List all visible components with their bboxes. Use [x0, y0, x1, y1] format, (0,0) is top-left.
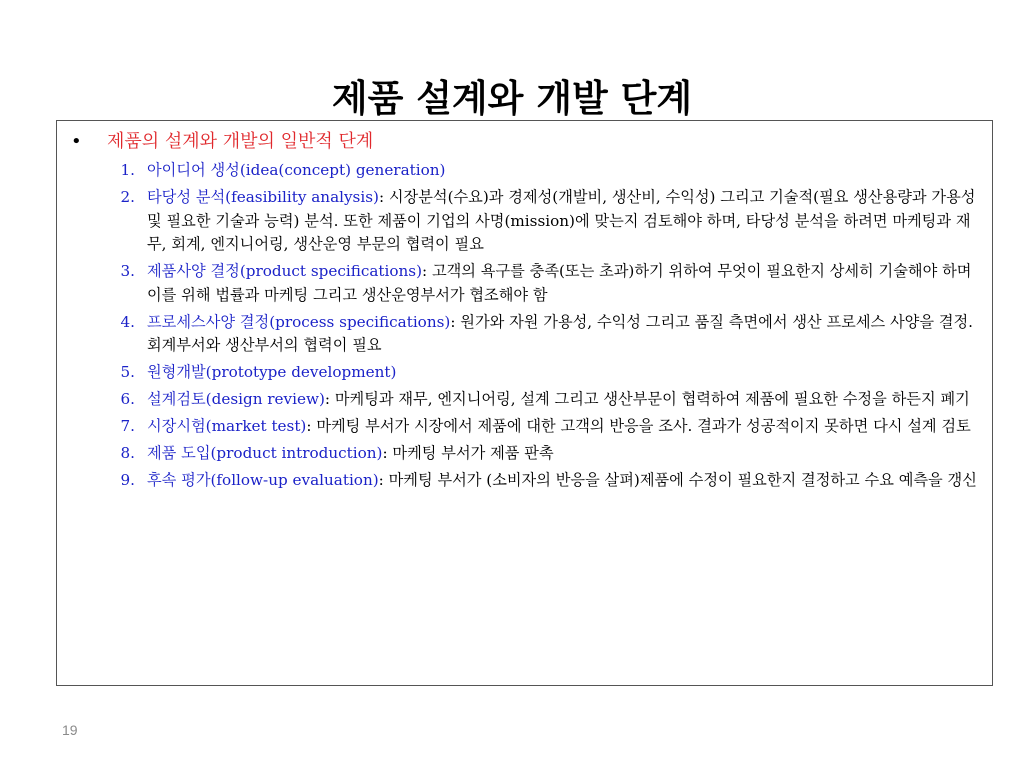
step-item	[103, 469, 987, 493]
step-title: 타당성 분석(feasibility analysis)	[147, 188, 379, 206]
step-title: 설계검토(design review)	[147, 390, 325, 408]
slide-title: 제품 설계와 개발 단계	[331, 75, 693, 120]
step-number: 9.	[120, 471, 135, 489]
step-item	[103, 159, 987, 183]
step-number: 6.	[120, 390, 135, 408]
step-item	[103, 415, 987, 439]
step-number: 2.	[120, 188, 135, 206]
step-description: : 마케팅 부서가 제품 판촉	[382, 444, 554, 462]
step-title: 시장시험(market test)	[147, 417, 307, 435]
step-item	[103, 186, 987, 257]
step-item	[103, 311, 987, 358]
step-item	[103, 260, 987, 307]
step-number: 1.	[120, 161, 135, 179]
bullet-dot-icon: •	[71, 131, 82, 152]
step-item	[103, 442, 987, 466]
step-title: 아이디어 생성(idea(concept) generation)	[147, 161, 446, 179]
main-bullet	[71, 129, 373, 155]
step-number: 3.	[120, 262, 135, 280]
step-number: 7.	[120, 417, 135, 435]
content-box	[56, 120, 993, 686]
step-description: : 마케팅 부서가 시장에서 제품에 대한 고객의 반응을 조사. 결과가 성공적이지 못하면 다시 설계 검토	[306, 417, 971, 435]
step-description: : 마케팅과 재무, 엔지니어링, 설계 그리고 생산부문이 협력하여 제품에 필요한 수정을 하든지 폐기	[324, 390, 970, 408]
step-title: 후속 평가(follow-up evaluation)	[147, 471, 379, 489]
step-title: 제품 도입(product introduction)	[147, 444, 383, 462]
step-number: 8.	[120, 444, 135, 462]
step-title: 제품사양 결정(product specifications)	[147, 262, 423, 280]
bullet-text: 제품의 설계와 개발의 일반적 단계	[107, 131, 374, 152]
step-item	[103, 361, 987, 385]
step-number: 5.	[120, 363, 135, 381]
step-title: 프로세스사양 결정(process specifications)	[147, 312, 451, 331]
step-item	[103, 388, 987, 412]
page-number: 19	[62, 722, 78, 738]
step-description: : 고객의 욕구를 충족(또는 초과)하기 위하여 무엇이 필요한지 상세히 기술해야 하며 이를 위해 법률과 마케팅 그리고 생산운영부서가 협조해야 함	[147, 262, 972, 304]
step-list	[103, 159, 987, 496]
step-title: 원형개발(prototype development)	[147, 363, 397, 381]
step-description: : 원가와 자원 가용성, 수익성 그리고 품질 측면에서 생산 프로세스 사양을 결정. 회계부서와 생산부서의 협력이 필요	[147, 312, 974, 354]
step-description: : 시장분석(수요)과 경제성(개발비, 생산비, 수익성) 그리고 기술적(필요 생산용량과 가용성 및 필요한 기술과 능력) 분석. 또한 제품이 기업의 사명(mission)에 맞는지 검토해야 하며, 타당성 분석을 하려면 마케팅과 재무, 회계, 엔지니어링, 생산운영 부문의 협력이 필요	[147, 188, 976, 253]
step-number: 4.	[120, 312, 135, 331]
step-description: : 마케팅 부서가 (소비자의 반응을 살펴)제품에 수정이 필요한지 결정하고 수요 예측을 갱신	[378, 471, 977, 489]
